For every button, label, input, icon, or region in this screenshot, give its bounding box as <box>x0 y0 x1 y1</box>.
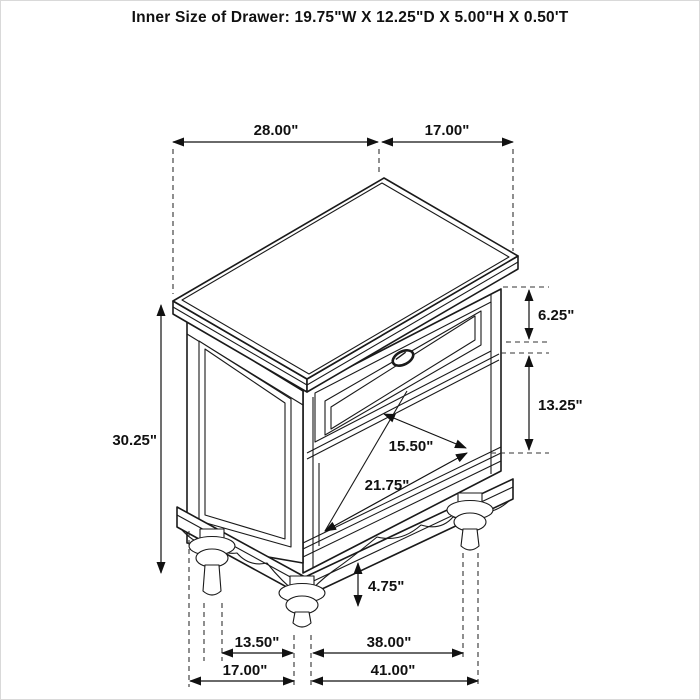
dim-drawer-height-label: 6.25" <box>538 307 575 324</box>
dim-opening-width-label: 21.75" <box>364 477 410 494</box>
dim-overall-height <box>112 305 161 573</box>
dim-base-depth-label: 17.00" <box>222 662 268 679</box>
dim-drawer-height <box>529 290 574 339</box>
dim-overall-height-label: 30.25" <box>112 432 157 449</box>
dim-leg-gap-width <box>313 634 463 653</box>
left-leg <box>189 529 235 595</box>
dim-base-depth <box>190 662 294 681</box>
nightstand-diagram <box>1 1 700 700</box>
dim-opening-height-label: 13.25" <box>538 397 583 414</box>
dim-leg-gap-width-label: 38.00" <box>366 634 412 651</box>
dim-base-width <box>312 662 478 681</box>
page-title: Inner Size of Drawer: 19.75"W X 12.25"D X 5.00"H X 0.50'T <box>131 9 569 26</box>
dim-opening-height <box>529 356 583 450</box>
dim-leg-gap-depth-label: 13.50" <box>234 634 280 651</box>
dim-base-width-label: 41.00" <box>370 662 416 679</box>
nightstand-drawing <box>173 178 518 627</box>
dim-opening-depth-label: 15.50" <box>388 438 434 455</box>
dim-top-width-label: 28.00" <box>253 122 299 139</box>
dim-leg-height-label: 4.75" <box>368 578 405 595</box>
dim-top-depth <box>382 122 513 142</box>
dim-top-width <box>173 122 378 142</box>
dim-top-depth-label: 17.00" <box>424 122 470 139</box>
dim-leg-gap-depth <box>222 634 293 653</box>
